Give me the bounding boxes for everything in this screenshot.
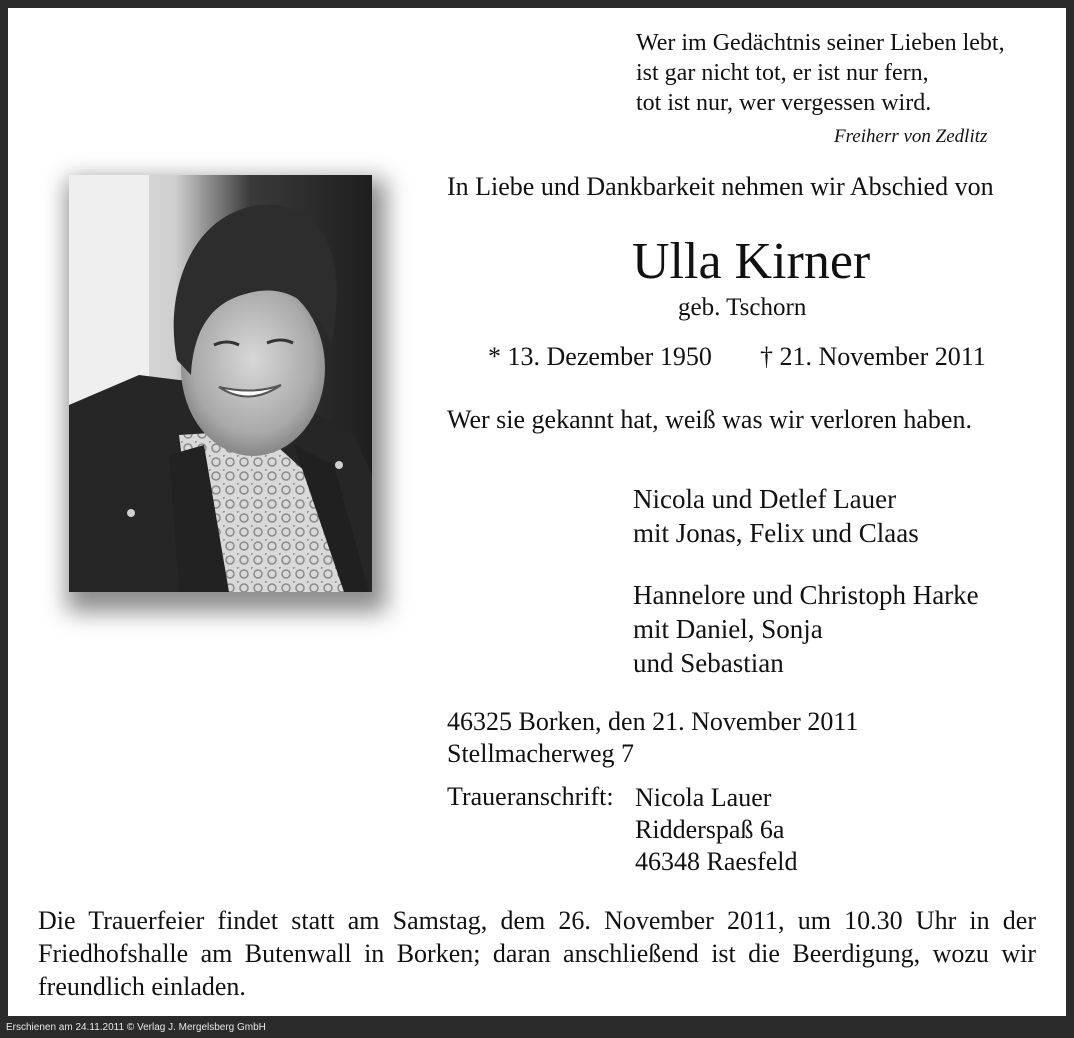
mourner-line: Nicola und Detlef Lauer: [633, 484, 897, 514]
mourner-line: und Sebastian: [633, 648, 784, 678]
mourner-group: [633, 578, 979, 680]
quote-author: Freiherr von Zedlitz: [834, 126, 988, 147]
intro-line: In Liebe und Dankbarkeit nehmen wir Abschied von: [447, 172, 994, 201]
mourner-group: [633, 482, 919, 550]
quote-line: ist gar nicht tot, er ist nur fern,: [636, 60, 929, 86]
quote-line: tot ist nur, wer vergessen wird.: [636, 90, 932, 116]
portrait-image: [69, 175, 372, 592]
address-line: 46348 Raesfeld: [635, 847, 798, 876]
maiden-name: geb. Tschorn: [678, 294, 807, 321]
place-and-date: [447, 706, 858, 770]
mourner-line: Hannelore und Christoph Harke: [633, 580, 979, 610]
memorial-quote: [636, 28, 1005, 118]
death-date: † 21. November 2011: [760, 342, 986, 371]
address-line: Ridderspaß 6a: [635, 815, 785, 844]
mourning-address: [635, 782, 797, 878]
memorial-saying: Wer sie gekannt hat, weiß was wir verloren haben.: [447, 405, 972, 434]
deceased-name: Ulla Kirner: [632, 233, 871, 290]
place-line: 46325 Borken, den 21. November 2011: [447, 707, 859, 736]
ceremony-details: Die Trauerfeier findet statt am Samstag, dem 26. November 2011, um 10.30 Uhr in der Friedhofshalle am Butenwall in Borken; daran anschließend ist die Beerdigung, wozu wir freundlich einladen.: [38, 906, 1036, 1001]
quote-line: Wer im Gedächtnis seiner Lieben lebt,: [636, 30, 1005, 56]
obituary-notice: [8, 8, 1066, 1016]
mourning-address-label: Traueranschrift:: [447, 782, 614, 811]
birth-date: * 13. Dezember 1950: [488, 342, 712, 371]
portrait-photo: [69, 175, 372, 592]
mourner-line: mit Daniel, Sonja: [633, 614, 823, 644]
street-line: Stellmacherweg 7: [447, 739, 634, 768]
address-line: Nicola Lauer: [635, 783, 772, 812]
publication-footer: Erschienen am 24.11.2011 © Verlag J. Mergelsberg GmbH: [6, 1022, 266, 1033]
mourner-line: mit Jonas, Felix und Claas: [633, 518, 919, 548]
